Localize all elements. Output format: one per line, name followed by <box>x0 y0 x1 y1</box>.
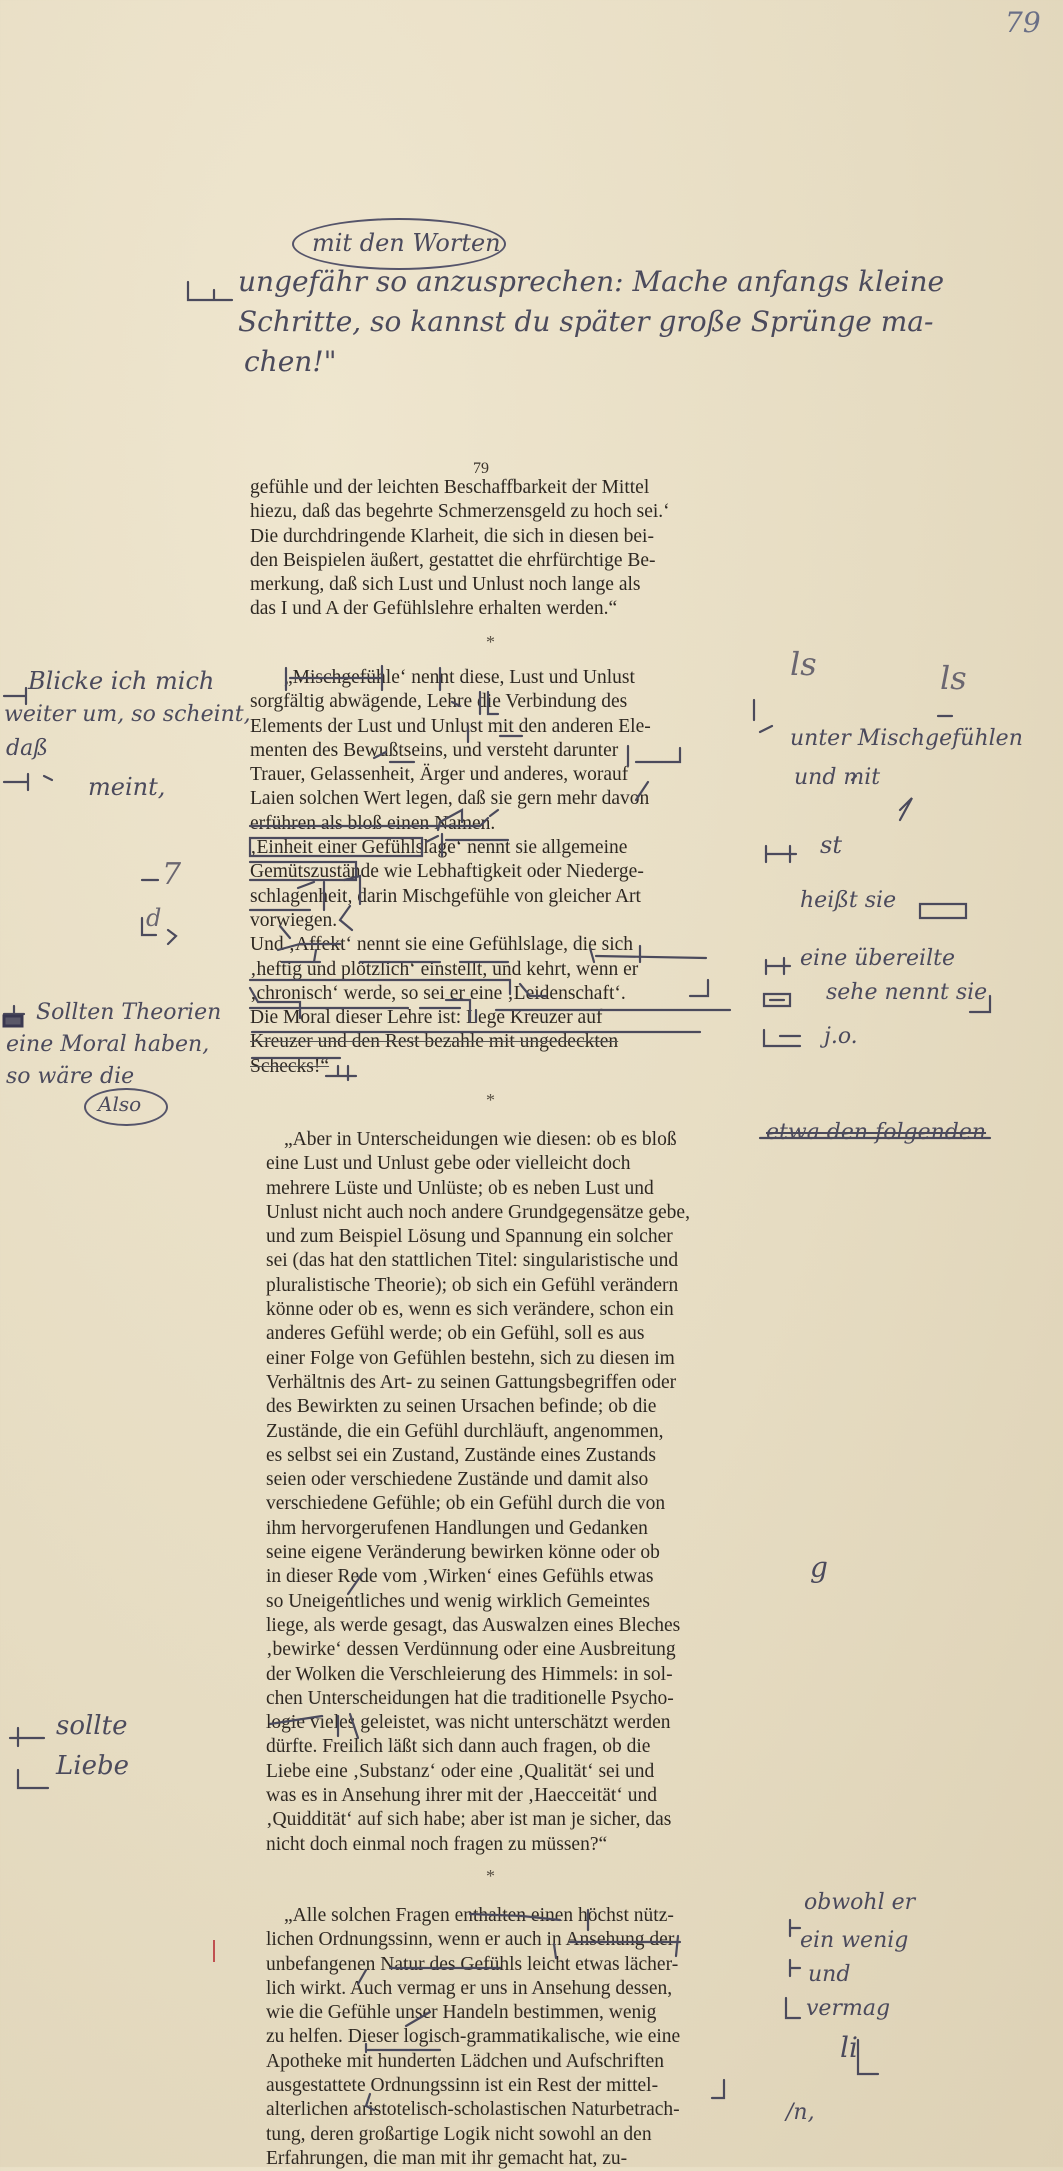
insert-mark-right-8 <box>764 1030 800 1046</box>
insert-mark-left-4 <box>4 1006 24 1022</box>
paragraph-1 <box>250 476 730 622</box>
section-separator: * <box>486 1090 495 1110</box>
margin-right-note-13: ein wenig <box>800 1928 909 1953</box>
page-corner-number: 79 <box>1005 6 1041 39</box>
margin-right-note-10: etwa den folgenden <box>766 1120 987 1145</box>
text-line: und zum Beispiel Lösung und Spannung ein solcher <box>266 1226 673 1248</box>
text-line: es selbst sei ein Zustand, Zustände eines Zustands <box>266 1444 656 1466</box>
margin-right-note-6: heißt sie <box>800 888 897 913</box>
text-line: ausgestattete Ordnungssinn ist ein Rest der mittel- <box>266 2075 659 2097</box>
text-line: dürfte. Freilich läßt sich dann auch fragen, ob die <box>266 1736 651 1758</box>
margin-left-note-3b: d <box>146 904 162 932</box>
text-line: Zustände, die ein Gefühl durchläuft, angenommen, <box>266 1420 664 1442</box>
text-line: lich wirkt. Auch vermag er uns in Ansehung dessen, <box>266 1977 673 1999</box>
text-line: was es in Ansehung ihrer mit der ‚Haecceität‘ und <box>266 1785 657 1807</box>
text-line: anderes Gefühl werde; ob ein Gefühl, soll es aus <box>266 1323 645 1345</box>
margin-right-note-4: und mit <box>794 765 881 790</box>
margin-left-note-4a: Sollten Theorien <box>36 1000 222 1025</box>
text-line: des Bewirkten zu seinen Ursachen befinde; ob die <box>266 1396 657 1418</box>
text-line: „Alle solchen Fragen enthalten einen höchst nütz- <box>284 1905 674 1926</box>
text-line: verschiedene Gefühle; ob ein Gefühl durch die von <box>266 1493 666 1515</box>
text-line: der Wolken die Verschleierung des Himmels: in sol- <box>266 1663 673 1685</box>
annotation-top-line-2: Schritte, so kannst du später große Sprünge ma- <box>238 305 934 338</box>
text-line: vorwiegen. <box>250 909 338 931</box>
text-line: Laien solchen Wert legen, daß sie gern mehr davon <box>250 788 650 810</box>
margin-left-note-3a: 7 <box>162 857 182 892</box>
margin-right-note-12: obwohl er <box>804 1890 916 1915</box>
text-line: in dieser Rede vom ‚Wirken‘ eines Gefühls etwas <box>266 1566 654 1588</box>
text-line: seien oder verschiedene Zustände und damit also <box>266 1469 649 1491</box>
insert-mark-top <box>188 282 232 300</box>
paragraph-2 <box>250 666 730 1079</box>
text-line: Apotheke mit hunderten Lädchen und Aufschriften <box>266 2050 665 2072</box>
text-line: ‚bewirke‘ dessen Verdünnung oder eine Ausbreitung <box>266 1639 676 1661</box>
text-line: könne oder ob es, wenn es sich verändere, schon ein <box>266 1299 674 1321</box>
text-line: Die durchdringende Klarheit, die sich in diesen bei- <box>250 525 654 547</box>
insert-mark-right-15 <box>786 1998 800 2018</box>
text-line: erführen als bloß einen Namen. <box>250 812 496 834</box>
margin-right-note-9: j.o. <box>824 1024 858 1049</box>
insert-mark-left-2 <box>4 774 52 790</box>
text-line: merkung, daß sich Lust und Unlust noch lange als <box>250 574 641 596</box>
text-line: mehrere Lüste und Unlüste; ob es neben Lust und <box>266 1177 654 1199</box>
text-line: wie die Gefühle unser Handeln bestimmen, wenig <box>266 2002 657 2024</box>
margin-left-note-1c: daß <box>6 736 48 761</box>
margin-right-note-3: unter Mischgefühlen <box>790 726 1023 751</box>
margin-left-note-5b: Liebe <box>56 1751 129 1781</box>
paragraph-3 <box>266 1128 744 1857</box>
margin-left-note-1a: Blicke ich mich <box>28 667 215 695</box>
insert-mark-right-1 <box>754 700 772 732</box>
text-line: tung, deren großartige Logik nicht sowohl an den <box>266 2123 652 2145</box>
text-line: ‚chronisch‘ werde, so sei er eine ‚Leidenschaft‘. <box>250 982 626 1004</box>
margin-right-note-11: g <box>810 1551 828 1584</box>
text-line: zu helfen. Dieser logisch-grammatikalische, wie eine <box>266 2026 681 2048</box>
left-margin-block <box>4 1016 22 1026</box>
text-line: den Beispielen äußert, gestattet die ehrfürchtige Be- <box>250 549 656 571</box>
text-line: „Mischgefühle‘ nennt diese, Lust und Unlust <box>284 667 635 688</box>
text-line: Die Moral dieser Lehre ist: Lege Kreuzer auf <box>250 1007 603 1029</box>
margin-left-note-4b: eine Moral haben, <box>6 1032 210 1057</box>
margin-right-note-1: ls <box>790 645 817 683</box>
annotation-top-line-3: chen!" <box>244 345 337 378</box>
margin-left-note-1b: weiter um, so scheint, <box>4 702 251 727</box>
margin-left-oval-text: Also <box>98 1092 142 1116</box>
insert-mark-right-6 <box>764 994 790 1006</box>
insert-mark-right-3 <box>766 846 796 862</box>
margin-left-note-4c: so wäre die <box>6 1064 135 1089</box>
annotation-oval-text: mit den Worten <box>312 229 501 257</box>
insert-mark-right-16 <box>858 2040 878 2074</box>
text-line: nicht doch einmal noch fragen zu müssen?“ <box>266 1833 608 1855</box>
margin-right-note-17: /n, <box>786 2100 815 2125</box>
text-line: logie vieles geleistet, was nicht unterschätzt werden <box>266 1712 671 1734</box>
text-line: alterlichen aristotelisch-scholastischen Naturbetrach- <box>266 2099 680 2121</box>
margin-right-note-16: li <box>840 2031 858 2064</box>
text-line: ihm hervorgerufenen Handlungen und Gedanken <box>266 1517 648 1539</box>
text-line: ‚heftig und plötzlich‘ einstellt, und kehrt, wenn er <box>250 958 639 980</box>
section-separator: * <box>486 632 495 652</box>
text-line: einer Folge von Gefühlen bestehn, sich zu diesen im <box>266 1347 675 1369</box>
annotation-top-line-1: ungefähr so anzusprechen: Mache anfangs kleine <box>238 265 945 298</box>
section-separator: * <box>486 1866 495 1886</box>
text-line: eine Lust und Unlust gebe oder vielleicht doch <box>266 1153 631 1175</box>
text-line: hiezu, daß das begehrte Schmerzensgeld zu hoch sei.‘ <box>250 501 670 523</box>
margin-right-note-14: und <box>808 1962 851 1987</box>
text-line: so Uneigentliches und wenig wirklich Gemeintes <box>266 1590 650 1612</box>
margin-left-note-5a: sollte <box>56 1711 128 1741</box>
text-line: „Aber in Unterscheidungen wie diesen: ob es bloß <box>284 1129 677 1150</box>
text-line: seine eigene Veränderung bewirken könne oder ob <box>266 1542 660 1564</box>
margin-right-note-15: vermag <box>806 1996 891 2021</box>
text-line: ‚Einheit einer Gefühlslage‘ nennt sie allgemeine <box>250 837 628 859</box>
text-line: ‚Quiddität‘ auf sich habe; aber ist man je sicher, das <box>266 1809 672 1831</box>
margin-right-note-7: eine übereilte <box>800 946 955 971</box>
insert-mark-left-5 <box>10 1728 48 1788</box>
text-line: sorgfältig abwägende, Lehre die Verbindung des <box>250 691 628 713</box>
insert-mark-right-5 <box>766 958 790 974</box>
paragraph-4 <box>266 1904 744 2171</box>
text-line: unbefangenen Natur des Gefühls leicht etwas lächer- <box>266 1953 679 1975</box>
text-line: lichen Ordnungssinn, wenn er auch in Ansehung der <box>266 1929 675 1951</box>
text-line: Unlust nicht auch noch andere Grundgegensätze gebe, <box>266 1201 690 1223</box>
margin-right-note-2: ls <box>940 659 967 697</box>
text-line: Erfahrungen, die man mit ihr gemacht hat, zu- <box>266 2147 628 2169</box>
text-line: Gemütszustände wie Lebhaftigkeit oder Niederge- <box>250 861 644 883</box>
text-line: Liebe eine ‚Substanz‘ oder eine ‚Qualität‘ sei und <box>266 1760 655 1782</box>
text-line: Verhältnis des Art- zu seinen Gattungsbegriffen oder <box>266 1371 677 1393</box>
text-line: schlagenheit, darin Mischgefühle von gleicher Art <box>250 885 641 907</box>
printed-page-number: 79 <box>473 460 489 477</box>
margin-right-note-8: sehe nennt sie <box>826 980 988 1005</box>
text-line: pluralistische Theorie); ob sich ein Gefühl verändern <box>266 1274 679 1296</box>
text-line-struck: Kreuzer und den Rest bezahle mit ungedeckten <box>250 1031 619 1053</box>
text-line: chen Unterscheidungen hat die traditionelle Psycho- <box>266 1687 674 1709</box>
margin-right-note-5: st <box>820 831 842 859</box>
text-line-struck: Schecks!“ <box>250 1055 330 1077</box>
insert-mark-right-4 <box>920 904 966 918</box>
text-line: gefühle und der leichten Beschaffbarkeit der Mittel <box>250 477 650 498</box>
text-line: menten des Bewußtseins, und versteht darunter <box>250 739 619 761</box>
margin-left-note-2: meint, <box>88 773 166 801</box>
text-line: Und ‚Affekt‘ nennt sie eine Gefühlslage, die sich <box>250 934 634 956</box>
text-line: das I und A der Gefühlslehre erhalten werden.“ <box>250 598 618 620</box>
text-line: Elements der Lust und Unlust mit den anderen Ele- <box>250 715 651 737</box>
text-line: liege, als werde gesagt, das Auswalzen eines Bleches <box>266 1614 681 1636</box>
text-line: Trauer, Gelassenheit, Ärger und anderes, worauf <box>250 764 629 786</box>
insert-mark-right-12 <box>790 1920 800 1976</box>
text-line: sei (das hat den stattlichen Titel: singularistische und <box>266 1250 679 1272</box>
